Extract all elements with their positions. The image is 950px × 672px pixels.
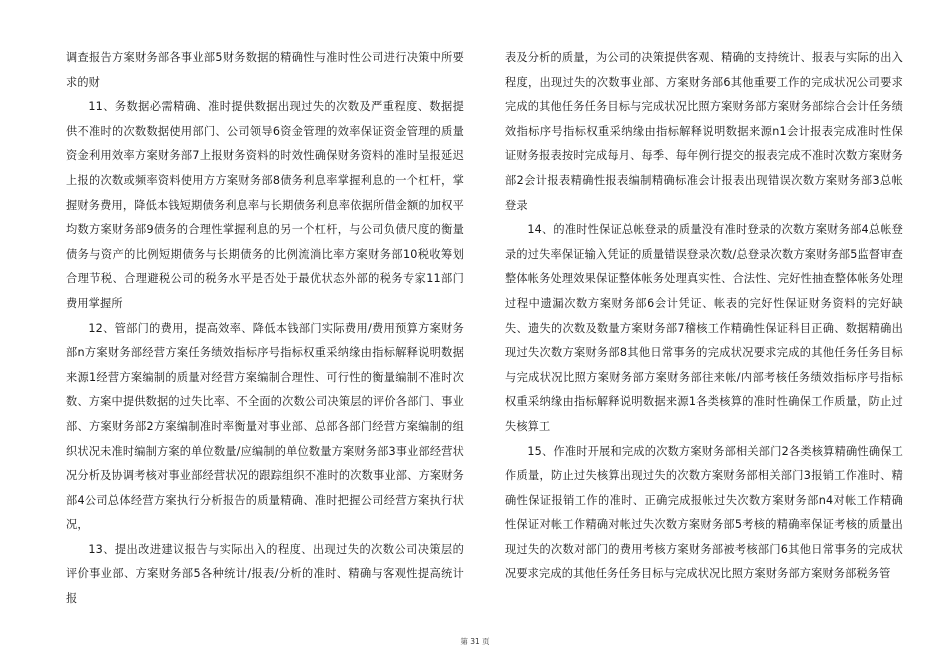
right-column xyxy=(505,46,903,587)
paragraph: 调查报告方案财务部各事业部5财务数据的精确性与准时性公司进行决策中所要求的财 xyxy=(66,51,464,89)
paragraph: 13、提出改进建议报告与实际出入的程度、出现过失的次数公司决策层的评价事业部、方案财务部5各种统计/报表/分析的准时、精确与客观性提高统计报 xyxy=(66,542,464,606)
paragraph: 11、务数据必需精确、准时提供数据出现过失的次数及严重程度、数据提供不准时的次数数据使用部门、公司领导6资金管理的效率保证资金管理的质量资金利用效率方案财务部7上报财务资料的时效性确保财务资料的准时呈报延迟上报的次数或频率资料使用方方案财务部8债务利息率掌握利息的一个杠杆，掌握财务费用，降低本钱短期债务利息率与长期债务利息率依据所借金额的加权平均数方案财务部9债务的合理性掌握利息的另一个杠杆，与公司负债尺度的衡量债务与资产的比例短期债务与长期债务的比例流淌比率方案财务部10税收筹划合理节税、合理避税公司的税务水平是否处于最优状态外部的税务专家11部门费用掌握所 xyxy=(66,100,464,310)
paragraph: 15、作准时开展和完成的次数方案财务部相关部门2各类核算精确性确保工作质量，防止过失核算出现过失的次数方案财务部相关部门3报销工作准时、精确性保证报销工作的准时、正确完成报帐过失次数方案财务部n4对帐工作精确性保证对帐工作精确对帐过失次数方案财务部5考核的精确率保证考核的质量出现过失的次数对部门的费用考核方案财务部被考核部门6其他日常事务的完成状况要求完成的其他任务任务目标与完成状况比照方案财务部方案财务部税务管 xyxy=(505,444,903,581)
paragraph: 表及分析的质量，为公司的决策提供客观、精确的支持统计、报表与实际的出入程度，出现过失的次数事业部、方案财务部6其他重要工作的完成状况公司要求完成的其他任务任务目标与完成状况比照方案财务部方案财务部综合会计任务绩效指标序号指标权重采纳缘由指标解释说明数据来源n1会计报表完成准时性保证财务报表按时完成每月、每季、每年例行提交的报表完成不准时次数方案财务部2会计报表精确性报表编制精确标准会计报表出现错误次数方案财务部3总帐登录 xyxy=(505,51,903,212)
page-number: 第 31 页 xyxy=(460,637,490,646)
paragraph: 12、管部门的费用，提高效率、降低本钱部门实际费用/费用预算方案财务部n方案财务部经营方案任务绩效指标序号指标权重采纳缘由指标解释说明数据来源1经营方案编制的质量对经营方案编制合理性、可行性的衡量编制不准时次数、方案中提供数据的过失比率、不全面的次数公司决策层的评价各部门、事业部、方案财务部2方案编制准时率衡量对事业部、总部各部门经营方案编制的组织状况未准时编制方案的单位数量/应编制的单位数量方案财务部3事业部经营状况分析及协调考核对事业部经营状况的跟踪组织不准时的次数事业部、方案财务部4公司总体经营方案执行分析报告的质量精确、准时把握公司经营方案执行状况， xyxy=(66,321,464,532)
left-column xyxy=(66,46,464,612)
paragraph: 14、的准时性保证总帐登录的质量没有准时登录的次数方案财务部4总帐登录的过失率保证输入凭证的质量错误登录次数/总登录次数方案财务部5监督审查整体帐务处理效果保证整体帐务处理真实性、合法性、完好性抽查整体帐务处理过程中遗漏次数方案财务部6会计凭证、帐表的完好性保证财务资料的完好缺失、遗失的次数及数量方案财务部7稽核工作精确性保证科目正确、数据精确出现过失次数方案财务部8其他日常事务的完成状况要求完成的其他任务任务目标与完成状况比照方案财务部方案财务部往来帐/内部考核任务绩效指标序号指标权重采纳缘由指标解释说明数据来源1各类核算的准时性确保工作质量，防止过失核算工 xyxy=(505,223,903,433)
